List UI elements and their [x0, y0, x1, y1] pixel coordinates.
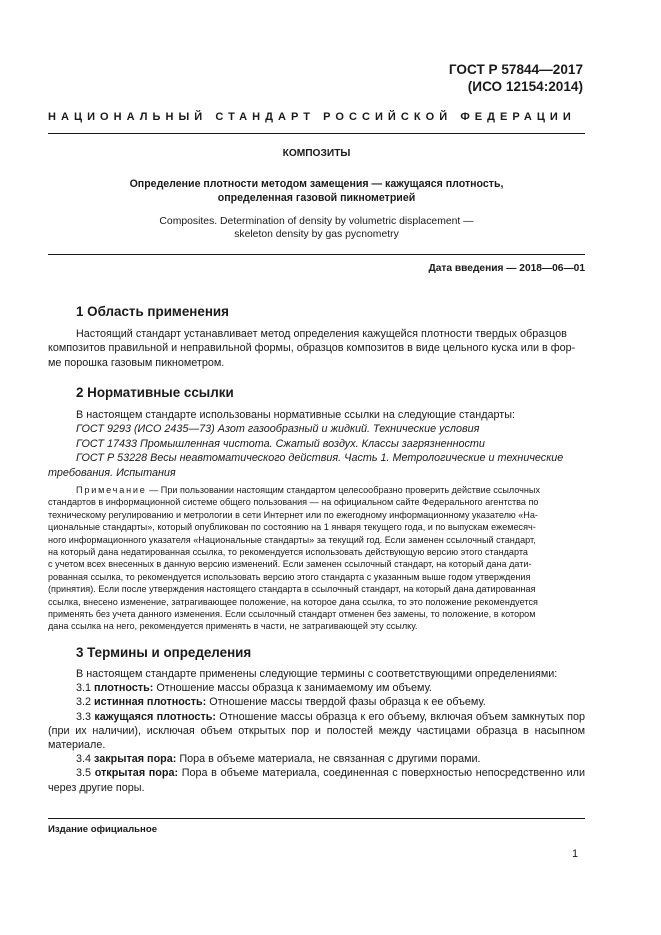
title-rule	[48, 254, 585, 255]
term-number: 3.3	[76, 710, 92, 723]
english-title	[48, 215, 585, 241]
term-number: 3.1	[76, 682, 92, 695]
reference-item: ГОСТ Р 53228 Весы неавтоматического действия. Часть 1. Метрологические и технические	[76, 452, 564, 465]
note-label: Примечание	[76, 485, 147, 495]
term-definition: Пора в объеме материала, не связанная с другими порами.	[176, 753, 481, 766]
iso-number: (ИСО 12154:2014)	[467, 79, 583, 94]
term-item	[48, 710, 585, 753]
normative-references	[48, 408, 585, 480]
national-standard-banner: НАЦИОНАЛЬНЫЙ СТАНДАРТ РОССИЙСКОЙ ФЕДЕРАЦИИ	[48, 111, 576, 123]
term-number: 3.4	[76, 753, 92, 766]
english-title-line-2: skeleton density by gas pycnometry	[234, 229, 399, 240]
section-1-heading: 1 Область применения	[76, 304, 229, 319]
section-3-heading: 3 Термины и определения	[76, 645, 252, 660]
note-line: (принятия). Если после утверждения настоящего стандарта в ссылочный стандарт, на который дана датированная	[48, 584, 536, 595]
note-line: ного информационного указателя «Национальные стандарты» за текущий год. Если заменен ссылочный стандарт,	[48, 534, 536, 545]
footer-rule	[48, 818, 585, 819]
term-item	[48, 695, 585, 709]
term-definition: Отношение массы образца к его объему, включая объем замкнутых пор (при их наличии), исключая объем открытых пор и полостей между частицами образца в насыпном материале.	[48, 710, 585, 752]
note-first-line: — При пользовании настоящим стандартом целесообразно проверить действие ссылочных	[146, 485, 541, 495]
note-line: с учетом всех внесенных в данную версию изменений. Если заменен ссылочный стандарт, на который дана дати-	[48, 559, 532, 570]
intro-date: Дата введения — 2018—06—01	[428, 263, 585, 274]
section-1-line: ме порошка газовым пикнометром.	[48, 356, 225, 369]
term-number: 3.2	[76, 696, 92, 709]
term-number: 3.5	[76, 767, 92, 780]
reference-item: ГОСТ 17433 Промышленная чистота. Сжатый воздух. Классы загрязненности	[76, 437, 485, 450]
note-line: дана ссылка на него, рекомендуется применять в части, не затрагивающей эту ссылку.	[48, 621, 418, 632]
section-1-line: Настоящий стандарт устанавливает метод определения кажущейся плотности твердых образцов	[76, 328, 567, 340]
term-name: плотность:	[94, 682, 154, 695]
section-1-line: композитов правильной и неправильной формы, образцов композитов в виде цельного куска или в фор-	[48, 342, 576, 355]
note-line: ссылка, внесено изменение, затрагивающее положение, на которое дана ссылка, то это положение рекомендуется	[48, 596, 538, 607]
standard-number: ГОСТ Р 57844—2017	[448, 62, 583, 77]
term-name: истинная плотность:	[94, 696, 207, 709]
terms-intro: В настоящем стандарте применены следующие термины с соответствующими определениями:	[76, 668, 558, 680]
official-edition-label: Издание официальное	[48, 824, 158, 835]
term-item	[48, 752, 585, 766]
references-note	[48, 484, 585, 633]
term-name: закрытая пора:	[94, 753, 177, 766]
title-line-1: Определение плотности методом замещения — кажущаяся плотность,	[129, 178, 504, 190]
term-definition: Пора в объеме материала, соединенная с поверхностью непосредственно или через другие поры.	[48, 767, 586, 794]
note-line: стандартов в информационной системе общего пользования — на официальном сайте Федерального агентства по	[48, 497, 539, 508]
terms-definitions	[48, 667, 585, 795]
term-item	[48, 766, 585, 794]
note-line: применять без учета данного изменения. Если ссылочный стандарт отменен без замены, то положение, в котором	[48, 609, 536, 620]
note-line: циональные стандарты», который опубликован по состоянию на 1 января текущего года, и по выпускам ежемесяч-	[48, 522, 536, 533]
note-line: на который дана недатированная ссылка, то рекомендуется использовать действующую версию этого стандарта	[48, 547, 528, 558]
english-title-line-1: Composites. Determination of density by volumetric displacement —	[159, 216, 474, 227]
category-title: КОМПОЗИТЫ	[282, 148, 351, 159]
term-definition: Отношение массы образца к занимаемому им объему.	[153, 682, 432, 695]
references-intro: В настоящем стандарте использованы нормативные ссылки на следующие стандарты:	[76, 409, 515, 421]
term-definition: Отношение массы твердой фазы образца к ее объему.	[206, 696, 486, 709]
page-number: 1	[572, 848, 579, 860]
header-rule	[48, 133, 585, 134]
term-item	[48, 681, 585, 695]
note-line: рованная ссылка, то рекомендуется использовать версию этого стандарта с указанным выше годом утверждения	[48, 571, 531, 582]
title-line-2: определенная газовой пикнометрией	[217, 192, 416, 204]
reference-item-continuation: требования. Испытания	[48, 466, 176, 479]
section-1-text	[48, 327, 585, 370]
reference-item: ГОСТ 9293 (ИСО 2435—73) Азот газообразный и жидкий. Технические условия	[76, 423, 480, 436]
document-title	[48, 177, 585, 205]
note-line	[48, 484, 585, 496]
section-2-heading: 2 Нормативные ссылки	[76, 385, 234, 400]
note-line: техническому регулированию и метрологии в сети Интернет или по ежегодному информационному указателю «На-	[48, 509, 538, 520]
term-name: кажущаяся плотность:	[94, 710, 216, 723]
term-name: открытая пора:	[94, 767, 179, 780]
